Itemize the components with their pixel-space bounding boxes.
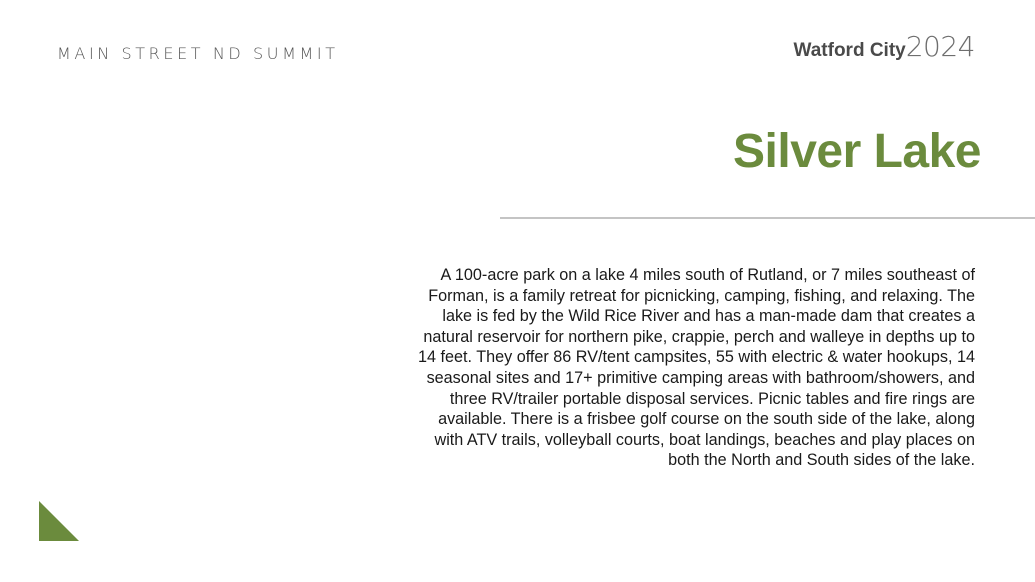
brand-name: Watford City	[793, 40, 906, 61]
page-title: Silver Lake	[733, 125, 981, 178]
brand-logo	[794, 30, 976, 63]
corner-triangle-icon	[39, 501, 79, 541]
description-paragraph: A 100-acre park on a lake 4 miles south of Rutland, or 7 miles southeast of Forman, is a family retreat for picnicking, camping, fishing, and relaxing. The lake is fed by the Wild Rice River and has a man-made dam that creates a natural reservoir for northern pike, crappie, perch and walleye in depths up to 14 feet. They offer 86 RV/tent campsites, 55 with electric & water hookups, 14 seasonal sites and 17+ primitive camping areas with bathroom/showers, and three RV/trailer portable disposal services. Picnic tables and fire rings are available. There is a frisbee golf course on the south side of the lake, along with ATV trails, volleyball courts, boat landings, beaches and play places on both the North and South sides of the lake.	[418, 266, 975, 470]
divider-line	[500, 217, 1035, 219]
event-title: MAIN STREET ND SUMMIT	[57, 44, 339, 63]
brand-year: 2024	[905, 30, 975, 63]
